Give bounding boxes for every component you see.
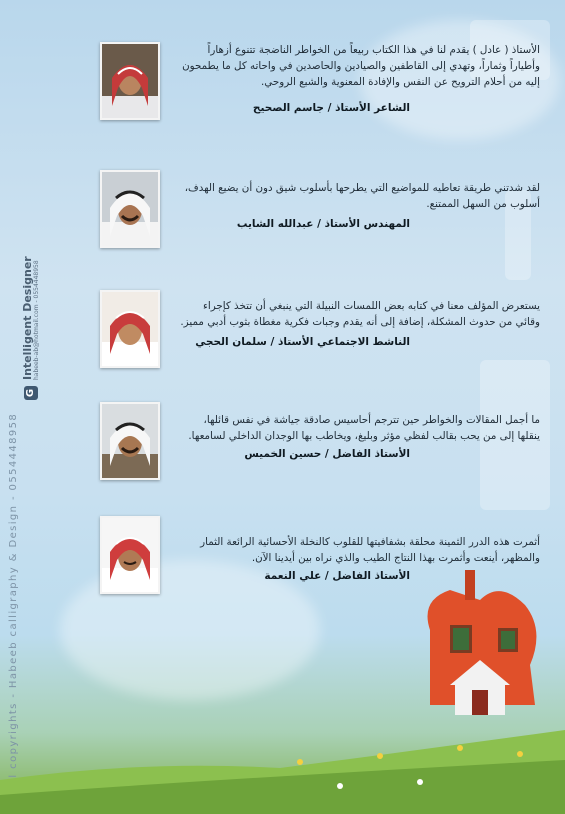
- logo-subtitle: habeeb-ab@hotmail.com - 0554448958: [32, 260, 40, 380]
- testimonial-author: الأستاذ الفاضل / حسين الخميس: [244, 448, 410, 460]
- testimonial-author: المهندس الأستاذ / عبدالله الشايب: [236, 218, 410, 230]
- testimonial-1: [100, 42, 540, 122]
- testimonial-2: [100, 170, 540, 250]
- intelligent-designer-logo-icon: G: [24, 386, 38, 400]
- testimonial-text: أثمرت هذه الدرر الثمينة محلقة بشفافيتها للقلوب كالنخلة الأحسائية الرائعة الثمار والمظهر، أينعت وأثمرت بهذا النتاج الطيب والذي نراه بين أيدينا الآن.: [200, 536, 540, 564]
- testimonial-author: الناشط الاجتماعي الأستاذ / سلمان الحجي: [195, 336, 410, 348]
- testimonial-text: ما أجمل المقالات والخواطر حين تترجم أحاسيس صادقة جياشة في نفس قائلها، ينقلها إلى من يحب بقالب لفظي مؤثر وبليغ، ويخاطب بها الوجدان الداخلي لسامعها.: [188, 414, 540, 442]
- author-photo: [100, 170, 160, 248]
- testimonial-text: الأستاذ ( عادل ) يقدم لنا في هذا الكتاب ربيعاً من الخواطر الناضجة تتنوع أزهاراً وأطياراً وثماراً، وتهدي إلى القاطفين والصيادين والحاصدين في واحاته كل ما يطمحون إليه من أحلام الترويح عن النفس والإفادة المعنوية والشبع الروحي.: [182, 44, 540, 88]
- author-photo: [100, 42, 160, 120]
- author-photo: [100, 290, 160, 368]
- author-photo: [100, 402, 160, 480]
- logo-title: Intelligent Designer: [21, 256, 34, 380]
- testimonial-3: [100, 290, 540, 370]
- testimonial-4: [100, 402, 540, 482]
- logo-block: [22, 256, 40, 400]
- testimonial-text: يستعرض المؤلف معنا في كتابه بعض اللمسات النبيلة التي ينبغي أن تتخذ كإجراء وقائي من حدوث المشكلة، إضافة إلى أنه يقدم وجبات فكرية مغطاة بثوب أدبي مميز.: [180, 300, 540, 328]
- house-illustration: [410, 570, 550, 740]
- testimonial-author: الشاعر الأستاذ / جاسم الصحيح: [252, 102, 410, 114]
- author-photo: [100, 516, 160, 594]
- side-credit: All copyrights - Habeeb calligraphy & Design - 0554448958: [8, 412, 19, 790]
- testimonial-author: الأستاذ الفاضل / علي النعمة: [264, 570, 410, 582]
- testimonial-text: لقد شدتني طريقة تعاطيه للمواضيع التي يطرحها بأسلوب شيق دون أن يضيع الهدف، أسلوب من السهل الممتنع.: [184, 182, 540, 210]
